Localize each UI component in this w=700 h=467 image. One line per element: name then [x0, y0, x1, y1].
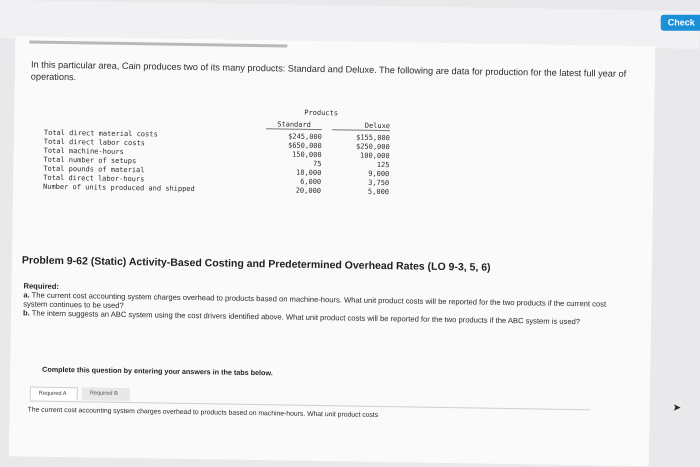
standard-value: 18,000	[295, 168, 322, 178]
row-label: Number of units produced and shipped	[43, 182, 195, 194]
row-label: Total number of setups	[43, 155, 137, 166]
divider	[29, 40, 287, 47]
tab-required-b[interactable]: Required B	[82, 387, 130, 401]
standard-value: 150,000	[292, 150, 322, 160]
standard-value: $245,000	[288, 132, 322, 142]
problem-title: Problem 9-62 (Static) Activity-Based Costing and Predetermined Overhead Rates (LO 9-3, 5, 6)	[21, 254, 491, 274]
standard-value: 75	[312, 159, 322, 169]
standard-value: $650,000	[287, 141, 322, 151]
row-label: Total direct labor costs	[43, 137, 145, 148]
row-label: Total direct material costs	[43, 128, 158, 139]
deluxe-value: 3,750	[368, 178, 390, 188]
row-label: Total pounds of material	[43, 164, 145, 175]
row-label: Total machine-hours	[43, 146, 124, 156]
col-header-deluxe: Deluxe	[332, 121, 390, 131]
products-header: Products	[304, 108, 339, 118]
requirement-b-text: The intern suggests an ABC system using the cost drivers identified above. What unit product costs will be reported for the two products if the ABC system is used?	[31, 308, 581, 327]
row-label: Total direct labor-hours	[43, 173, 145, 184]
deluxe-value: 9,000	[368, 169, 390, 179]
standard-value: 20,000	[295, 186, 322, 196]
requirement-a-text: The current cost accounting system charges overhead to products based on machine-hours. What unit product costs will be reported for the two products if the current cost system continues to be used?	[23, 290, 607, 310]
deluxe-value: 125	[376, 160, 390, 170]
deluxe-value: $155,000	[356, 133, 390, 143]
requirements	[23, 290, 613, 326]
required-heading: Required:	[23, 281, 60, 291]
col-header-standard: Standard	[266, 120, 322, 130]
check-button[interactable]: Check	[661, 15, 700, 31]
requirement-a-label: a.	[23, 290, 30, 300]
deluxe-value: $250,000	[355, 142, 390, 152]
intro-text: In this particular area, Cain produces two of its many products: Standard and Deluxe. The following are data for production for the latest full year of operations.	[30, 59, 627, 83]
requirement-b-label: b.	[23, 308, 30, 318]
instructions-note: Complete this question by entering your answers in the tabs below.	[42, 364, 273, 378]
deluxe-value: 100,000	[360, 151, 390, 161]
tab-required-a[interactable]: Required A	[30, 387, 78, 401]
mouse-cursor-icon: ➤	[672, 402, 682, 414]
tab-content-text: The current cost accounting system charges overhead to products based on machine-hours. What unit product costs	[27, 406, 379, 419]
answer-tabs	[30, 385, 590, 411]
deluxe-value: 5,000	[367, 187, 390, 197]
question-panel	[9, 36, 656, 466]
standard-value: 6,000	[300, 177, 322, 187]
